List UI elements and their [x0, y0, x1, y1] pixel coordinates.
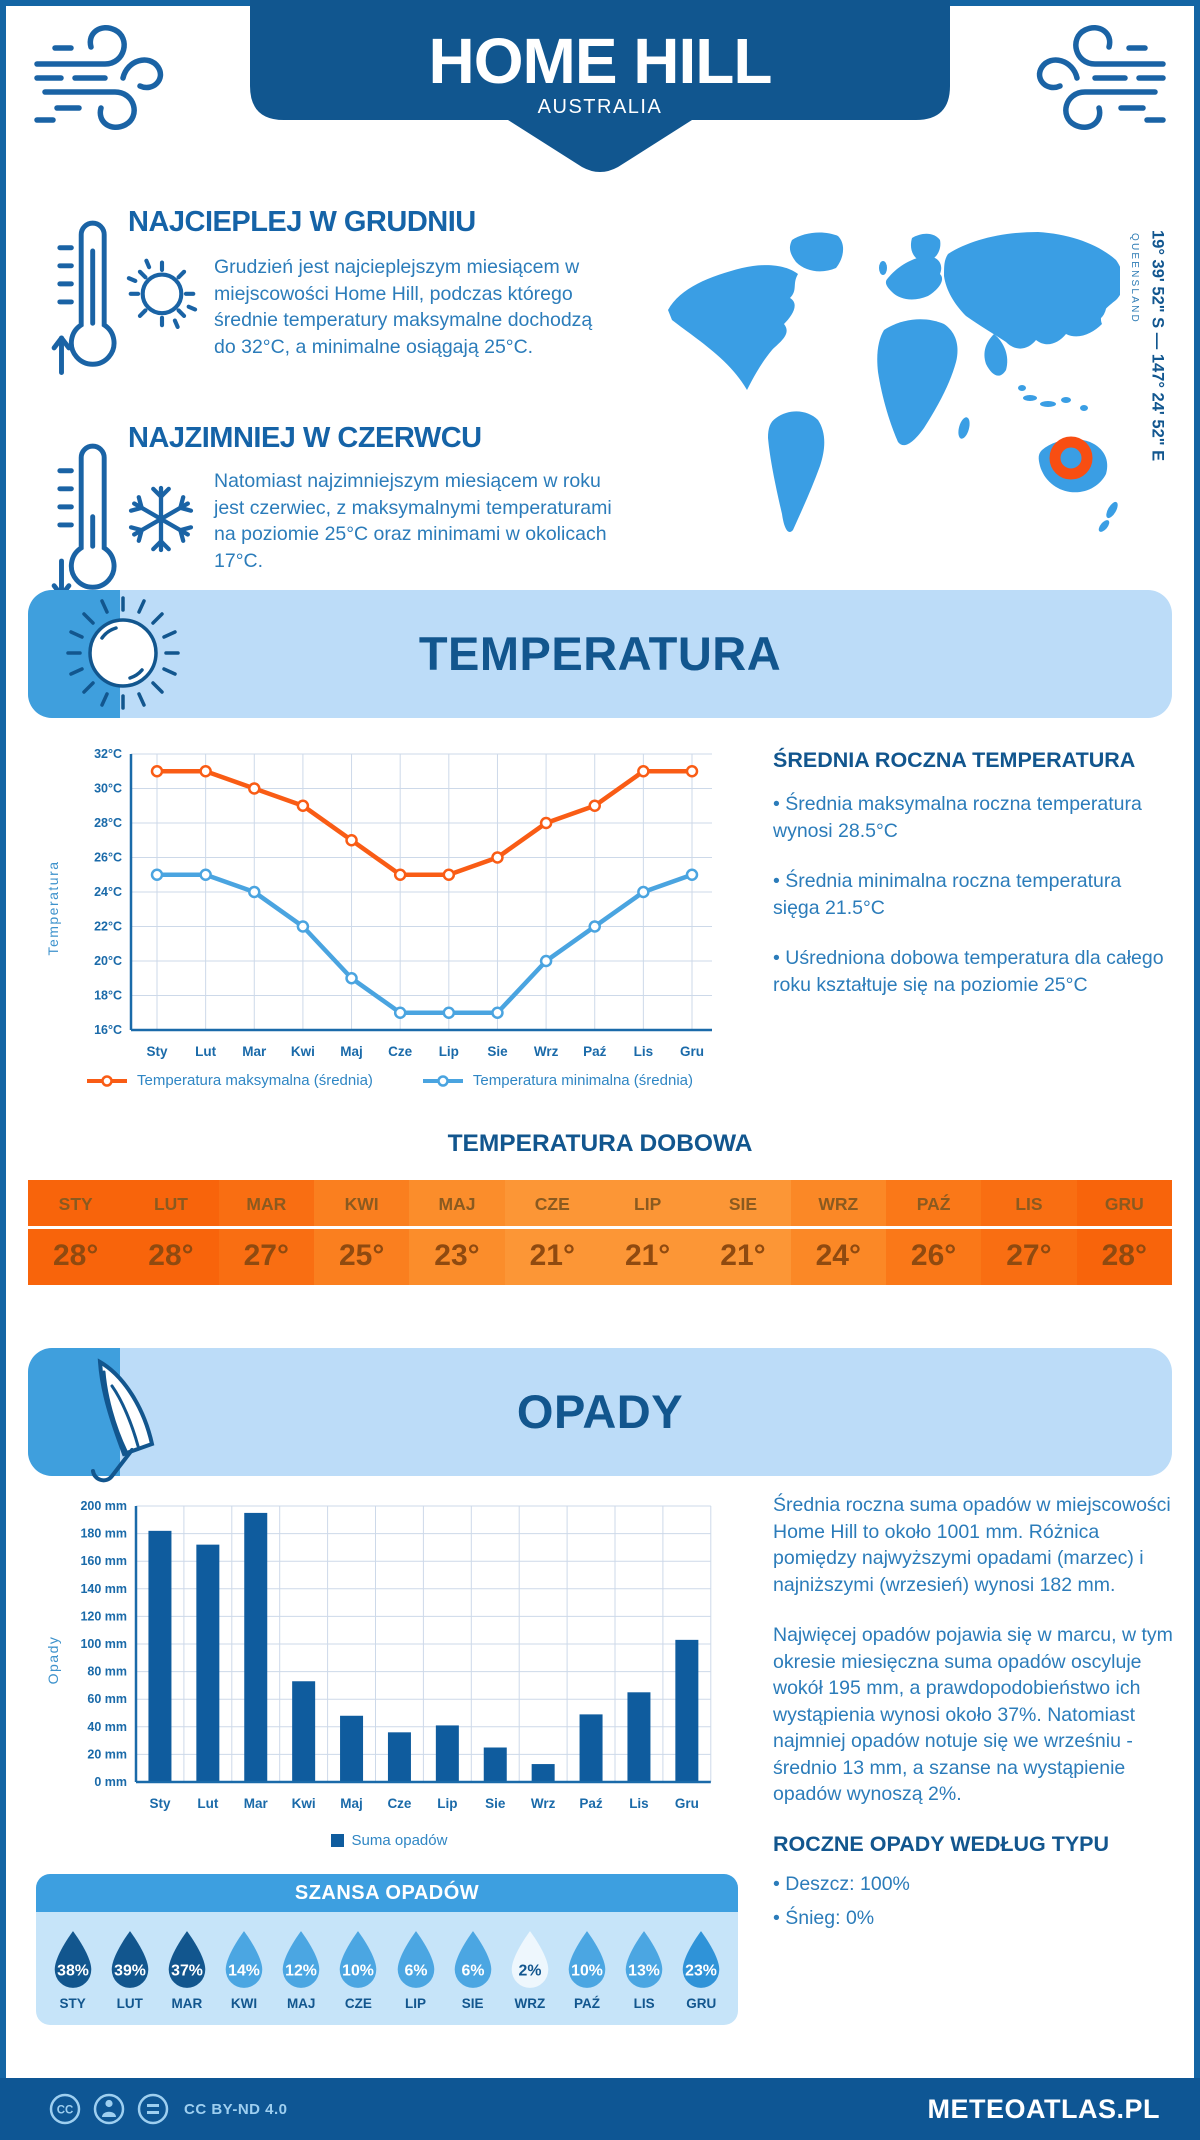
precipitation-type-heading: ROCZNE OPADY WEDŁUG TYPU — [773, 1831, 1110, 1856]
daily-table-value: 21° — [695, 1226, 790, 1285]
daily-table-column — [314, 1180, 409, 1285]
svg-text:Temperatura: Temperatura — [45, 860, 61, 956]
raindrop-icon — [391, 1928, 441, 1990]
legend-item — [85, 1072, 373, 1089]
chance-drop-column — [103, 1928, 157, 2011]
daily-table-value: 24° — [791, 1226, 886, 1285]
chance-drop-column — [503, 1928, 557, 2011]
precipitation-paragraphs — [773, 1492, 1183, 1808]
svg-text:120 mm: 120 mm — [80, 1609, 127, 1624]
svg-text:30°C: 30°C — [94, 781, 122, 796]
svg-text:Sty: Sty — [146, 1044, 168, 1059]
precipitation-type-bullets — [773, 1871, 1183, 1932]
daily-table-value: 28° — [28, 1226, 123, 1285]
daily-temperature-table — [28, 1180, 1172, 1285]
wind-icon — [26, 20, 196, 140]
svg-text:100 mm: 100 mm — [80, 1637, 127, 1651]
daily-table-month: MAJ — [438, 1194, 476, 1214]
frame-left — [0, 0, 6, 2140]
raindrop-icon — [48, 1928, 98, 1990]
temperature-section-banner — [28, 590, 1172, 718]
chance-month-label: KWI — [230, 1996, 258, 2011]
svg-text:Gru: Gru — [679, 1044, 705, 1059]
raindrop-icon — [105, 1928, 155, 1990]
chance-drop-column — [674, 1928, 728, 2011]
svg-text:80 mm: 80 mm — [87, 1664, 127, 1679]
svg-text:10%: 10% — [571, 1962, 603, 1980]
temperature-section-title: TEMPERATURA — [418, 627, 782, 680]
daily-table-column — [695, 1180, 790, 1285]
raindrop-icon — [162, 1928, 212, 1990]
precipitation-chart-legend — [36, 1832, 742, 1849]
chance-drop-column — [617, 1928, 671, 2011]
svg-text:13%: 13% — [628, 1962, 661, 1980]
daily-table-value: 25° — [314, 1226, 409, 1285]
daily-table-value: 27° — [219, 1226, 314, 1285]
svg-text:38%: 38% — [56, 1962, 89, 1980]
cc-nd-icon — [136, 2092, 170, 2126]
daily-table-month: LUT — [153, 1194, 188, 1214]
svg-text:39%: 39% — [113, 1962, 146, 1980]
world-map — [650, 192, 1120, 576]
daily-table-value: 21° — [505, 1226, 600, 1285]
annual-temperature-column — [773, 748, 1173, 1022]
svg-text:0 mm: 0 mm — [94, 1775, 127, 1789]
warmest-heading: NAJCIEPLEJ W GRUDNIU — [128, 206, 476, 238]
chance-drop-column — [560, 1928, 614, 2011]
chance-drop-column — [160, 1928, 214, 2011]
chance-month-label: LIS — [633, 1996, 655, 2011]
svg-text:Cze: Cze — [387, 1796, 412, 1811]
chance-month-label: GRU — [686, 1996, 717, 2011]
daily-temperature-heading: TEMPERATURA DOBOWA — [447, 1130, 753, 1157]
raindrop-icon — [333, 1928, 383, 1990]
svg-text:20 mm: 20 mm — [87, 1747, 127, 1762]
svg-text:Lip: Lip — [438, 1044, 459, 1059]
chance-month-label: LIP — [405, 1996, 427, 2011]
daily-table-month: STY — [58, 1194, 93, 1214]
precipitation-bar-chart — [36, 1490, 742, 1825]
daily-table-month: KWI — [344, 1194, 379, 1214]
daily-table-month: LIS — [1015, 1194, 1043, 1214]
chance-month-label: MAJ — [286, 1996, 316, 2011]
footer — [0, 2078, 1200, 2140]
svg-text:Paź: Paź — [583, 1044, 607, 1059]
chance-drop-column — [274, 1928, 328, 2011]
raindrop-icon — [505, 1928, 555, 1990]
chance-month-label: LUT — [116, 1996, 143, 2011]
chance-of-precipitation-box — [36, 1874, 738, 2025]
svg-text:Maj: Maj — [340, 1796, 363, 1811]
svg-text:23%: 23% — [685, 1962, 718, 1980]
chance-drops-row — [36, 1912, 738, 2025]
daily-table-column — [409, 1180, 504, 1285]
chance-title: SZANSA OPADÓW — [36, 1874, 738, 1912]
svg-text:Lis: Lis — [629, 1796, 649, 1811]
coldest-heading: NAJZIMNIEJ W CZERWCU — [128, 422, 482, 454]
svg-text:Kwi: Kwi — [290, 1044, 315, 1059]
raindrop-icon — [562, 1928, 612, 1990]
legend-label: Suma opadów — [351, 1832, 448, 1849]
daily-table-month: SIE — [728, 1194, 758, 1214]
daily-table-month: LIP — [634, 1194, 662, 1214]
svg-text:10%: 10% — [342, 1962, 375, 1980]
text-line: • Średnia maksymalna roczna temperatura wynosi 28.5°C — [773, 793, 1142, 842]
legend-label: Temperatura minimalna (średnia) — [472, 1072, 693, 1089]
thermometer-down-icon — [50, 425, 128, 615]
daily-table-value: 28° — [1077, 1226, 1172, 1285]
warmest-text: Grudzień jest najcieplejszym miesiącem w miejscowości Home Hill, podczas którego średnie temperatury maksymalne dochodzą do 32°C, a minimalne osiągają 25°C. — [214, 256, 593, 358]
svg-text:18°C: 18°C — [94, 988, 122, 1003]
svg-text:2%: 2% — [518, 1962, 542, 1980]
text-line: • Deszcz: 100% — [773, 1872, 910, 1895]
annual-temperature-heading: ŚREDNIA ROCZNA TEMPERATURA — [773, 748, 1136, 772]
daily-table-column — [600, 1180, 695, 1285]
svg-text:28°C: 28°C — [94, 816, 122, 830]
daily-table-column — [1077, 1180, 1172, 1285]
cc-icon — [48, 2092, 82, 2126]
coordinates-label: 19° 39' 52" S — 147° 24' 52" E — [1148, 230, 1167, 462]
chance-drop-column — [389, 1928, 443, 2011]
svg-text:20°C: 20°C — [94, 954, 122, 968]
svg-text:12%: 12% — [285, 1962, 318, 1980]
chance-month-label: SIE — [461, 1996, 484, 2011]
svg-text:Lut: Lut — [197, 1796, 219, 1811]
chance-drop-column — [331, 1928, 385, 2011]
daily-table-month: GRU — [1104, 1194, 1144, 1214]
daily-table-column — [981, 1180, 1076, 1285]
legend-line-swatch — [421, 1075, 465, 1087]
svg-text:32°C: 32°C — [94, 747, 122, 761]
brand-label: METEOATLAS.PL — [927, 2093, 1160, 2124]
daily-table-column — [791, 1180, 886, 1285]
svg-text:Sty: Sty — [149, 1796, 171, 1811]
svg-text:Wrz: Wrz — [533, 1044, 559, 1059]
cc-license-icons — [48, 2092, 170, 2126]
region-label: QUEENSLAND — [1129, 233, 1140, 324]
chance-month-label: MAR — [171, 1996, 203, 2011]
svg-text:24°C: 24°C — [94, 885, 122, 899]
svg-text:26°C: 26°C — [94, 850, 122, 865]
legend-item — [421, 1072, 693, 1089]
sun-icon — [116, 246, 208, 338]
daily-table-column — [219, 1180, 314, 1285]
svg-text:Sie: Sie — [487, 1044, 508, 1059]
chance-drop-column — [217, 1928, 271, 2011]
svg-text:Paź: Paź — [579, 1796, 603, 1811]
chance-month-label: PAŹ — [573, 1996, 600, 2011]
daily-table-column — [28, 1180, 123, 1285]
daily-table-value: 21° — [600, 1226, 695, 1285]
raindrop-icon — [676, 1928, 726, 1990]
precipitation-text-column — [773, 1492, 1183, 1940]
svg-text:6%: 6% — [461, 1962, 485, 1980]
raindrop-icon — [219, 1928, 269, 1990]
page-subtitle: AUSTRALIA — [537, 96, 663, 118]
daily-table-month: PAŹ — [916, 1194, 951, 1214]
svg-text:40 mm: 40 mm — [87, 1719, 127, 1734]
text-line: Najwięcej opadów pojawia się w marcu, w tym okresie miesięczna suma opadów oscyluje wokół 195 mm, a prawdopodobieństwo ich wystąpienia wynosi około 37%. Natomiast najmniej opadów notuje się we wrześniu - średnio 13 mm, a szanse na wystąpienie opadów wynoszą 2%. — [773, 1624, 1173, 1806]
coldest-text: Natomiast najzimniejszym miesiącem w roku jest czerwiec, z maksymalnymi temperaturami na poziomie 25°C oraz minimami w okolicach 17°C. — [214, 470, 612, 572]
cc-person-icon — [92, 2092, 126, 2126]
legend-line-swatch — [85, 1075, 129, 1087]
daily-table-column — [886, 1180, 981, 1285]
daily-table-month: CZE — [534, 1194, 570, 1214]
daily-table-column — [505, 1180, 600, 1285]
wind-icon — [1004, 20, 1174, 140]
daily-table-value: 23° — [409, 1226, 504, 1285]
page-title: HOME HILL — [428, 25, 772, 97]
svg-text:Lis: Lis — [633, 1044, 654, 1059]
raindrop-icon — [276, 1928, 326, 1990]
precipitation-section-banner — [28, 1348, 1172, 1476]
svg-text:14%: 14% — [228, 1962, 260, 1980]
legend-square-swatch — [331, 1834, 344, 1847]
svg-text:Gru: Gru — [674, 1796, 699, 1811]
svg-text:Mar: Mar — [243, 1796, 268, 1811]
text-line: • Uśredniona dobowa temperatura dla całego roku kształtuje się na poziomie 25°C — [773, 947, 1164, 996]
svg-text:Wrz: Wrz — [530, 1796, 556, 1811]
daily-table-month: MAR — [246, 1194, 287, 1214]
temperature-line-chart — [36, 740, 742, 1070]
legend-label: Temperatura maksymalna (średnia) — [136, 1072, 373, 1089]
svg-text:180 mm: 180 mm — [80, 1526, 127, 1541]
raindrop-icon — [448, 1928, 498, 1990]
chance-month-label: WRZ — [514, 1996, 546, 2011]
svg-text:160 mm: 160 mm — [80, 1554, 127, 1569]
chance-drop-column — [446, 1928, 500, 2011]
svg-text:Sie: Sie — [485, 1796, 506, 1811]
legend-item — [331, 1832, 448, 1849]
svg-text:140 mm: 140 mm — [80, 1581, 127, 1596]
svg-text:Maj: Maj — [340, 1044, 363, 1059]
text-line: Średnia roczna suma opadów w miejscowości Home Hill to około 1001 mm. Różnica pomiędzy najwyższymi opadami (marzec) i najniższymi (wrzesień) wynosi 182 mm. — [773, 1494, 1171, 1596]
chance-month-label: CZE — [344, 1996, 372, 2011]
temperature-chart-legend — [36, 1072, 742, 1089]
svg-text:Lut: Lut — [195, 1044, 217, 1059]
svg-text:37%: 37% — [171, 1962, 203, 1980]
daily-table-value: 26° — [886, 1226, 981, 1285]
svg-text:Kwi: Kwi — [291, 1796, 316, 1811]
annual-temperature-bullets — [773, 791, 1173, 998]
svg-text:Lip: Lip — [437, 1796, 458, 1811]
daily-table-value: 27° — [981, 1226, 1076, 1285]
chance-drop-column — [46, 1928, 100, 2011]
svg-text:200 mm: 200 mm — [80, 1499, 127, 1513]
frame-right — [1194, 0, 1200, 2140]
svg-text:Mar: Mar — [242, 1044, 267, 1059]
svg-text:22°C: 22°C — [94, 919, 122, 934]
svg-text:16°C: 16°C — [94, 1023, 122, 1037]
license-label: CC BY-ND 4.0 — [184, 2100, 288, 2118]
svg-text:Opady: Opady — [45, 1635, 61, 1685]
svg-text:60 mm: 60 mm — [87, 1692, 127, 1707]
snowflake-icon — [118, 476, 204, 562]
daily-table-column — [123, 1180, 218, 1285]
svg-text:CC: CC — [56, 2104, 74, 2117]
svg-text:Cze: Cze — [388, 1044, 413, 1059]
raindrop-icon — [619, 1928, 669, 1990]
chance-month-label: STY — [59, 1996, 86, 2011]
text-line: • Średnia minimalna roczna temperatura sięga 21.5°C — [773, 870, 1122, 919]
text-line: • Śnieg: 0% — [773, 1907, 875, 1930]
daily-table-month: WRZ — [818, 1194, 859, 1214]
svg-text:6%: 6% — [404, 1962, 427, 1980]
precipitation-section-title: OPADY — [516, 1385, 684, 1438]
daily-table-value: 28° — [123, 1226, 218, 1285]
